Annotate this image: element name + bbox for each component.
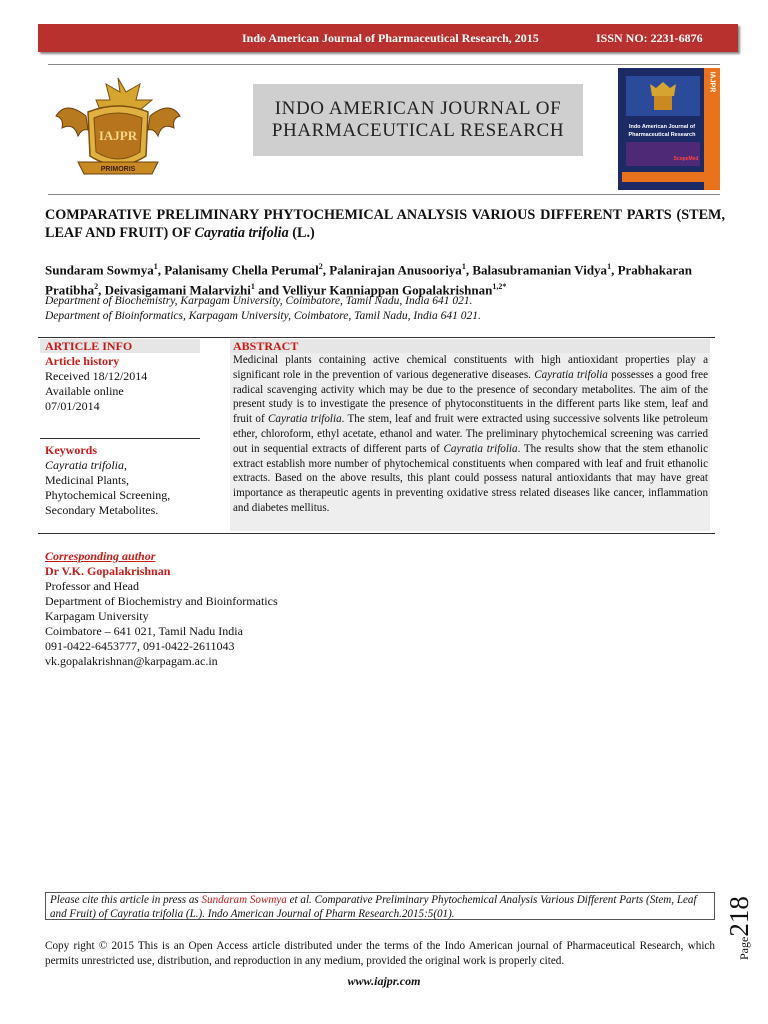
journal-cover-thumbnail xyxy=(618,68,720,190)
info-box-top-rule xyxy=(38,337,715,338)
author-sep: , xyxy=(322,262,330,278)
corresponding-label: Corresponding author xyxy=(45,549,156,563)
author-1: Sundaram Sowmya xyxy=(45,262,154,278)
cover-title-line2: Pharmaceutical Research xyxy=(628,132,696,138)
info-box-bottom-rule xyxy=(38,533,715,534)
author-4-sup: 1 xyxy=(607,262,612,271)
masthead-line1: INDO AMERICAN JOURNAL OF xyxy=(274,98,562,119)
citation-box xyxy=(45,892,715,920)
keywords xyxy=(45,443,170,518)
journal-url[interactable]: www.iajpr.com xyxy=(347,974,421,988)
author-6-sup: 1 xyxy=(250,282,255,292)
page-number xyxy=(724,896,755,960)
abstract-p1: Medicinal plants containing active chemical constituents with high antioxidant properties play a significant role in the prevention of various degenerative diseases. xyxy=(233,354,708,381)
abstract-species-2: Cayratia trifolia xyxy=(268,413,342,426)
affiliation-2: Department of Bioinformatics, Karpagam University, Coimbatore, Tamil Nadu, India 641 021. xyxy=(45,310,481,322)
logo-text: IAJPR xyxy=(98,128,138,143)
author-2-sup: 2 xyxy=(318,262,323,271)
abstract-species-3: Cayratia trifolia xyxy=(443,442,518,455)
online-date: 07/01/2014 xyxy=(45,399,100,413)
title-end: (L.) xyxy=(288,225,315,241)
received-date: Received 18/12/2014 xyxy=(45,369,148,383)
corresponding-phone: 091-0422-6453777, 091-0422-2611043 xyxy=(45,639,235,653)
page-label: Page xyxy=(737,936,751,960)
author-3: Palanirajan Anusooriya xyxy=(329,262,462,278)
cover-side-label: IAJPR xyxy=(708,71,716,93)
keyword-1: Cayratia trifolia, xyxy=(45,458,128,472)
keywords-label: Keywords xyxy=(45,443,97,457)
keyword-2: Medicinal Plants, xyxy=(45,473,129,487)
abstract-header xyxy=(230,339,710,353)
header-rule-bottom xyxy=(48,194,720,195)
citation-pre: Please cite this article in press as xyxy=(50,894,202,906)
author-5-sup: 2 xyxy=(94,282,99,292)
title-main: COMPARATIVE PRELIMINARY PHYTOCHEMICAL ANALYSIS VARIOUS DIFFERENT PARTS (STEM, LEAF AND FRUIT) OF xyxy=(45,207,725,241)
journal-banner xyxy=(38,24,738,52)
author-5: Prabhakaran Pratibha xyxy=(45,262,692,298)
corresponding-line4: Coimbatore – 641 021, Tamil Nadu India xyxy=(45,624,243,638)
title-species: Cayratia trifolia xyxy=(194,225,289,241)
abstract-species-1: Cayratia trifolia xyxy=(534,368,608,381)
abstract-p4: . The results show that the stem ethanolic extract establish more number of phytochemical constituents when compared with leaf and fruit ethanolic extracts. Based on the above results, this plant could possess natural antioxidants that may have great importance as therapeutic agents in preventing oxidative stress related diseases like cancer, inflammation and diabetes mellitus. xyxy=(233,442,708,514)
cover-badge: ScopeMed xyxy=(673,156,699,162)
affiliation-1: Department of Biochemistry, Karpagam University, Coimbatore, Tamil Nadu, India 641 021. xyxy=(45,295,473,307)
keywords-rule xyxy=(40,438,200,439)
banner-issn: ISSN NO: 2231-6876 xyxy=(596,31,703,45)
page-number-value: 218 xyxy=(724,896,754,937)
abstract-p2: possesses a good free radical scavenging activity which may be due to the presence of secondary metabolites. The aim of the present study is to investigate the presence of phytoconstituents in the different parts like stem, leaf and fruit of xyxy=(233,368,708,426)
citation-post: et al. Comparative Preliminary Phytochemical Analysis Various Different Parts (Stem, Leaf and Fruit) of Cayratia trifolia (L.). Indo American Journal of Pharm Research.2015:5(01). xyxy=(50,894,697,920)
history-label: Article history xyxy=(45,354,120,368)
cover-title-line1: Indo American Journal of xyxy=(628,124,696,130)
author-3-sup: 1 xyxy=(461,262,466,271)
article-info-heading: ARTICLE INFO xyxy=(45,339,133,353)
keyword-4: Secondary Metabolites. xyxy=(45,503,159,517)
corresponding-line1: Professor and Head xyxy=(45,579,139,593)
article-title xyxy=(45,206,725,242)
banner-journal-name: Indo American Journal of Pharmaceutical Research, 2015 xyxy=(242,31,539,45)
author-6: Deivasigamani Malarvizhi xyxy=(104,282,251,298)
journal-crest-logo xyxy=(48,70,188,190)
keyword-3: Phytochemical Screening, xyxy=(45,488,171,502)
author-sep: , xyxy=(98,282,105,298)
corresponding-email[interactable]: vk.gopalakrishnan@karpagam.ac.in xyxy=(45,654,218,668)
corresponding-line2: Department of Biochemistry and Bioinformatics xyxy=(45,594,278,608)
author-2: Palanisamy Chella Perumal xyxy=(164,262,319,278)
author-7: Velliyur Kanniappan Gopalakrishnan xyxy=(282,282,493,298)
author-list xyxy=(45,258,725,299)
corresponding-line3: Karpagam University xyxy=(45,609,149,623)
abstract-heading: ABSTRACT xyxy=(233,339,299,353)
author-1-sup: 1 xyxy=(153,262,158,271)
article-info-header xyxy=(40,339,200,353)
author-sep: , xyxy=(465,262,473,278)
header-rule-top xyxy=(48,64,720,65)
corresponding-author xyxy=(45,549,278,669)
abstract-text xyxy=(233,353,708,516)
logo-motto: PRIMORIS xyxy=(100,166,136,173)
author-sep: and xyxy=(254,282,283,298)
author-sep: , xyxy=(157,262,165,278)
citation-author: Sundaram Sowmya xyxy=(201,894,287,906)
abstract-p3: . The stem, leaf and fruit were extracted using successive solvents like petroleum ether, chloroform, ethyl acetate, ethanol and water. The preliminary phytochemical screening was carried out in sequential extracts of different parts of xyxy=(233,413,708,455)
author-sep: , xyxy=(611,262,618,278)
masthead-line2: PHARMACEUTICAL RESEARCH xyxy=(271,120,565,141)
copyright-notice: Copy right © 2015 This is an Open Access article distributed under the terms of the Indo American journal of Pharmaceutical Research, which permits unrestricted use, distribution, and reproduction in any medium, provided the original work is properly cited. xyxy=(45,940,715,967)
corresponding-name: Dr V.K. Gopalakrishnan xyxy=(45,564,171,578)
author-4: Balasubramanian Vidya xyxy=(472,262,608,278)
article-history xyxy=(45,354,147,414)
author-7-sup: 1,2* xyxy=(492,282,507,292)
journal-masthead xyxy=(253,84,583,156)
available-label: Available online xyxy=(45,384,124,398)
